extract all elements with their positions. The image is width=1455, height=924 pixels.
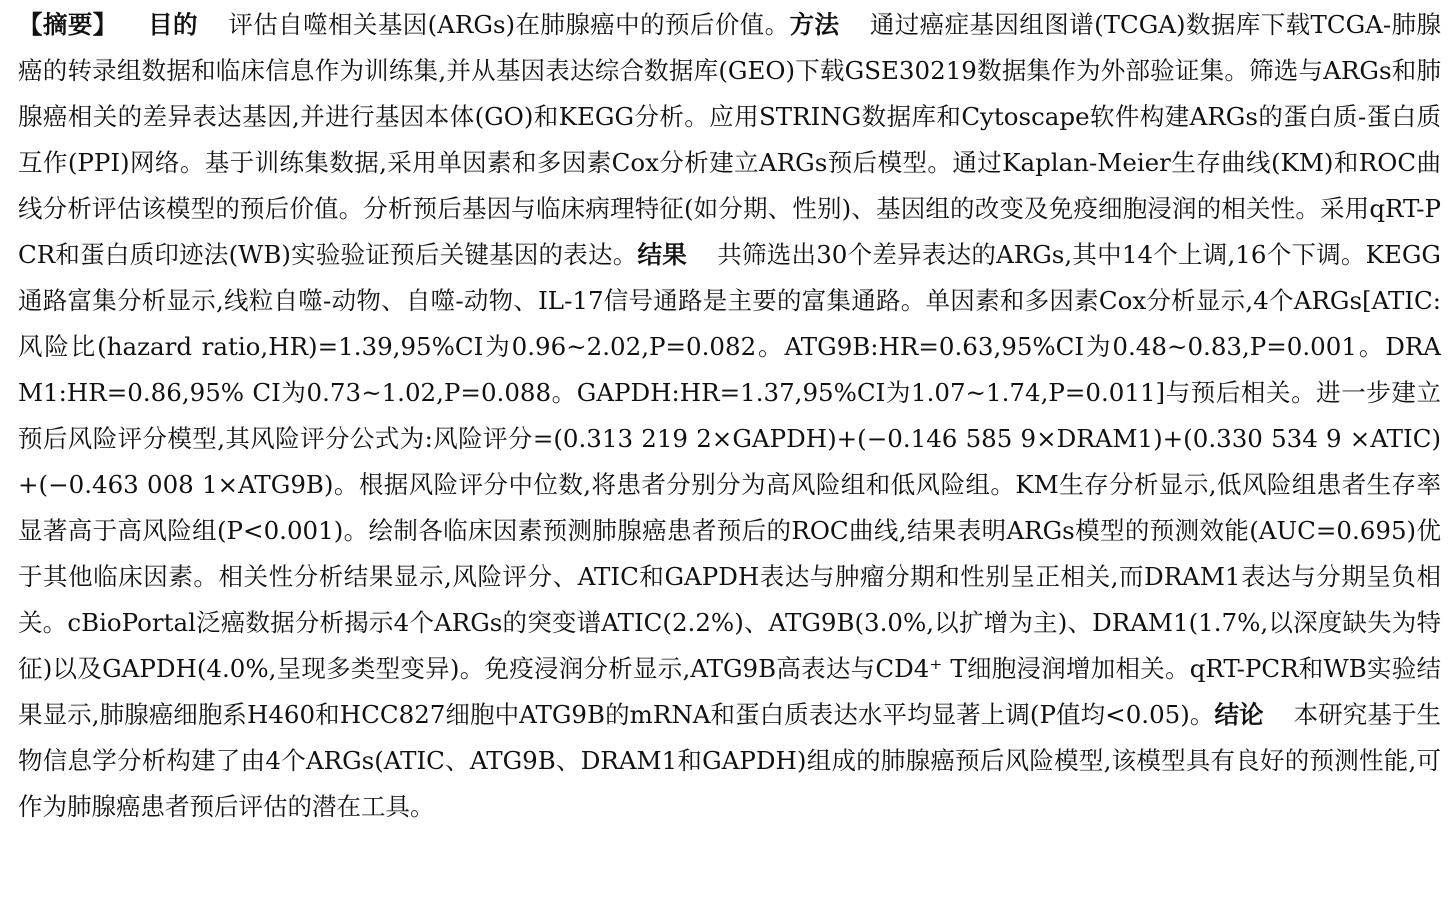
abstract-paragraph (18, 2, 1441, 830)
methods-heading: 方法 (789, 10, 840, 39)
objective-heading: 目的 (147, 10, 198, 39)
conclusion-text: 本研究基于生物信息学分析构建了由4个ARGs(ATIC、ATG9B、DRAM1和GAPDH)组成的肺腺癌预后风险模型,该模型具有良好的预测性能,可作为肺腺癌患者预后评估的潜在工具。 (18, 700, 1442, 821)
objective-text: 评估自噬相关基因(ARGs)在肺腺癌中的预后价值。 (227, 10, 790, 39)
methods-text: 通过癌症基因组图谱(TCGA)数据库下载TCGA-肺腺癌的转录组数据和临床信息作为训练集,并从基因表达综合数据库(GEO)下载GSE30219数据集作为外部验证集。筛选与ARGs和肺腺癌相关的差异表达基因,并进行基因本体(GO)和KEGG分析。应用STRING数据库和Cytoscape软件构建ARGs的蛋白质-蛋白质互作(PPI)网络。基于训练集数据,采用单因素和多因素Cox分析建立ARGs预后模型。通过Kaplan-Meier生存曲线(KM)和ROC曲线分析评估该模型的预后价值。分析预后基因与临床病理特征(如分期、性别)、基因组的改变及免疫细胞浸润的相关性。采用qRT-PCR和蛋白质印迹法(WB)实验验证预后关键基因的表达。 (18, 10, 1442, 269)
results-heading: 结果 (637, 240, 688, 269)
abstract-label: 【摘要】 (18, 10, 118, 39)
results-text: 共筛选出30个差异表达的ARGs,其中14个上调,16个下调。KEGG通路富集分析显示,线粒自噬-动物、自噬-动物、IL-17信号通路是主要的富集通路。单因素和多因素Cox分析显示,4个ARGs[ATIC:风险比(hazard ratio,HR)=1.39,95%CI为0.96~2.02,P=0.082。ATG9B:HR=0.63,95%CI为0.48~0.83,P=0.001。DRAM1:HR=0.86,95% CI为0.73~1.02,P=0.088。GAPDH:HR=1.37,95%CI为1.07~1.74,P=0.011]与预后相关。进一步建立预后风险评分模型,其风险评分公式为:风险评分=(0.313 219 2×GAPDH)+(−0.146 585 9×DRAM1)+(0.330 534 9 ×ATIC)+(−0.463 008 1×ATG9B)。根据风险评分中位数,将患者分别分为高风险组和低风险组。KM生存分析显示,低风险组患者生存率显著高于高风险组(P<0.001)。绘制各临床因素预测肺腺癌患者预后的ROC曲线,结果表明ARGs模型的预测效能(AUC=0.695)优于其他临床因素。相关性分析结果显示,风险评分、ATIC和GAPDH表达与肿瘤分期和性别呈正相关,而DRAM1表达与分期呈负相关。cBioPortal泛癌数据分析揭示4个ARGs的突变谱ATIC(2.2%)、ATG9B(3.0%,以扩增为主)、DRAM1(1.7%,以深度缺失为特征)以及GAPDH(4.0%,呈现多类型变异)。免疫浸润分析显示,ATG9B高表达与CD4⁺ T细胞浸润增加相关。qRT-PCR和WB实验结果显示,肺腺癌细胞系H460和HCC827细胞中ATG9B的mRNA和蛋白质表达水平均显著上调(P值均<0.05)。 (18, 240, 1442, 729)
conclusion-heading: 结论 (1214, 700, 1264, 729)
